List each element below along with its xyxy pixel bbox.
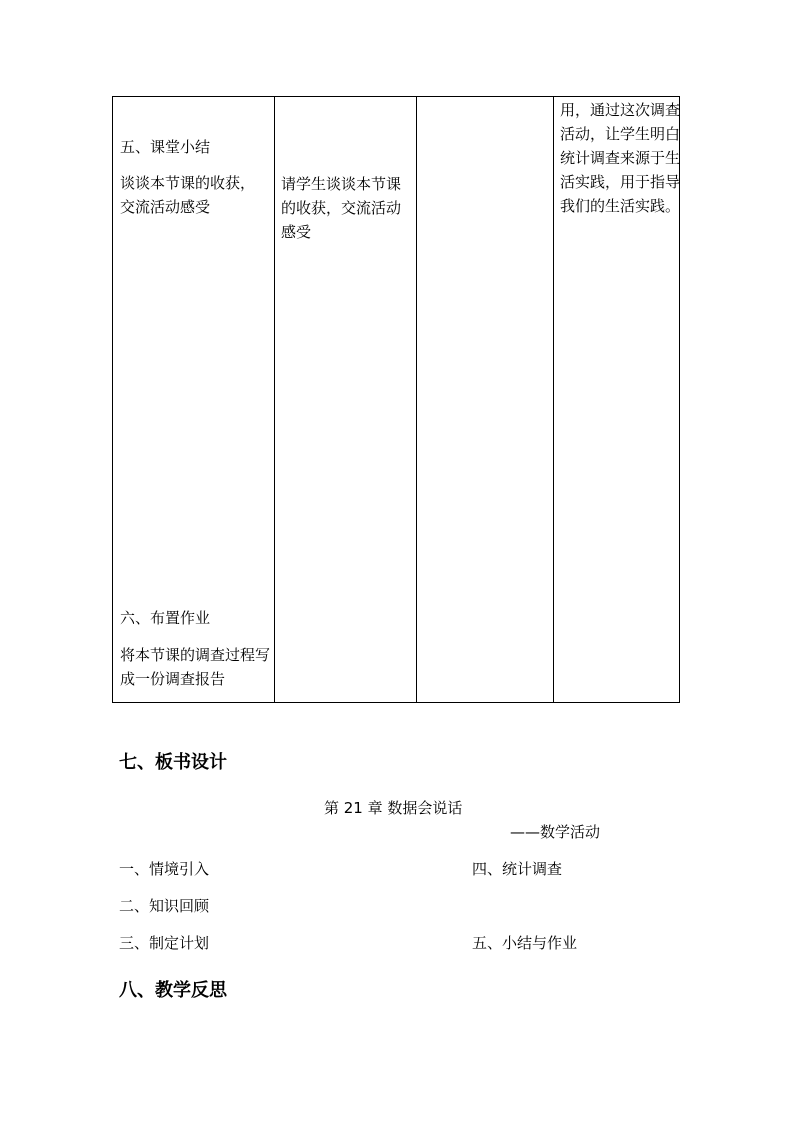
section5-title: 五、课堂小结: [120, 138, 211, 156]
lesson-table: [112, 96, 680, 703]
section6-title: 六、布置作业: [120, 609, 211, 627]
table-column-divider: [416, 97, 417, 702]
teacher-activity-text: 请学生谈谈本节课的收获，交流活动感受: [281, 175, 402, 241]
design-intent-text: 用，通过这次调查活动，让学生明白统计调查来源于生活实践，用于指导我们的生活实践。: [560, 101, 681, 215]
board-item: 三、制定计划: [119, 934, 210, 952]
section6-text: 将本节课的调查过程写成一份调查报告: [120, 646, 271, 688]
board-item: 二、知识回顾: [119, 897, 210, 915]
board-design-heading: 七、板书设计: [119, 752, 227, 773]
section5-text: 谈谈本节课的收获，交流活动感受: [120, 174, 256, 216]
board-item: 一、情境引入: [119, 860, 210, 878]
table-column-divider: [274, 97, 275, 702]
chapter-subtitle: ——数学活动: [510, 823, 601, 841]
board-item: 四、统计调查: [472, 860, 563, 878]
reflection-heading: 八、教学反思: [119, 980, 227, 1001]
chapter-title: 第 21 章 数据会说话: [324, 799, 463, 817]
board-item: 五、小结与作业: [472, 934, 578, 952]
table-column-divider: [553, 97, 554, 702]
